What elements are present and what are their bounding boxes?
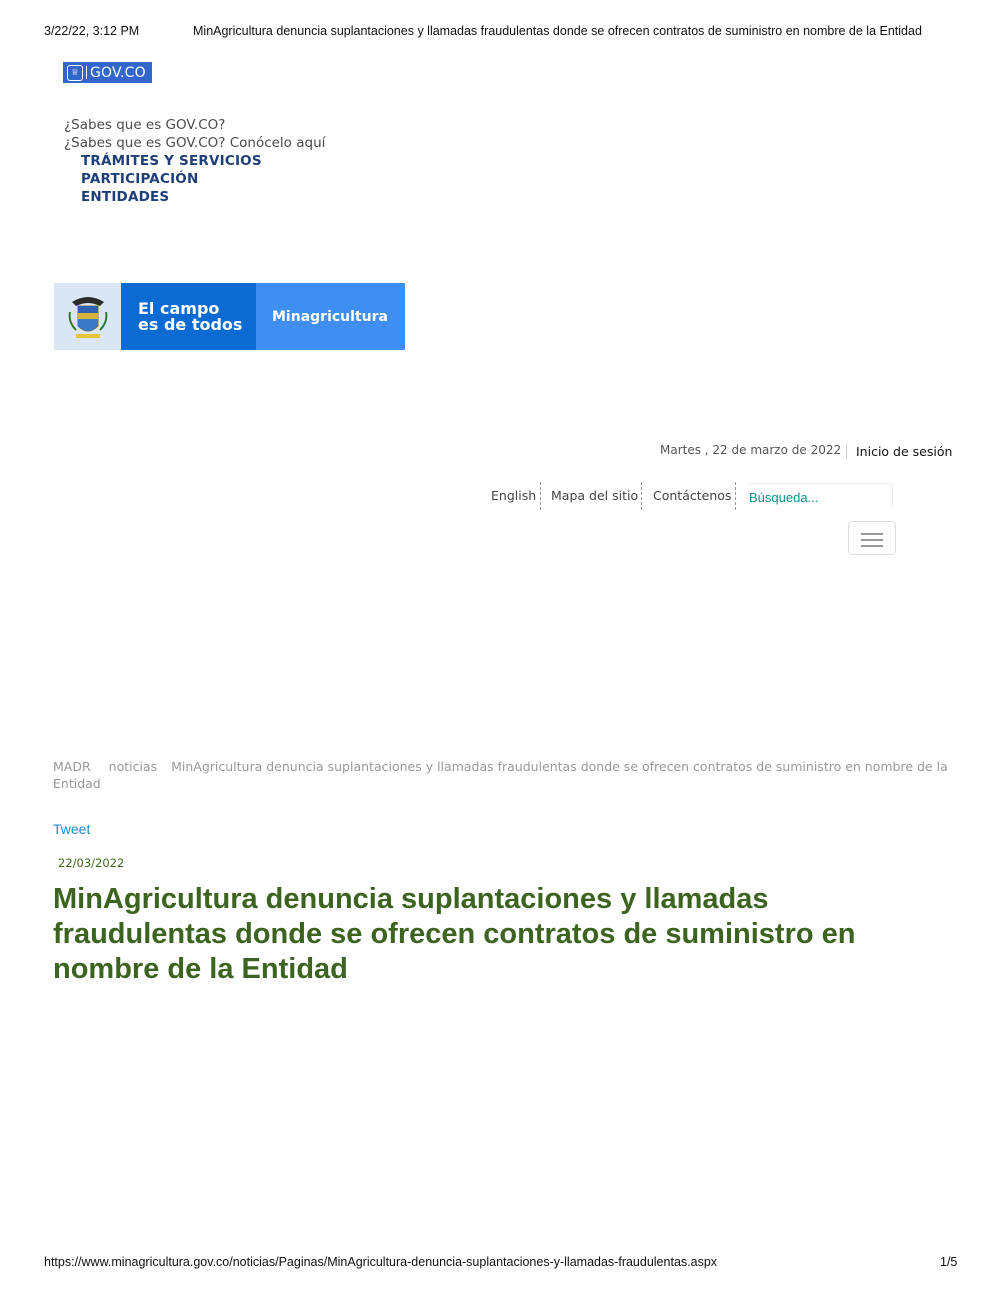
govco-logo-text: GOV.CO	[90, 64, 146, 81]
nav-participacion[interactable]: PARTICIPACIÓN	[81, 171, 199, 187]
breadcrumb-item-noticias[interactable]: noticias	[108, 759, 158, 774]
menu-toggle-button[interactable]	[848, 521, 896, 555]
date-login-divider	[846, 444, 847, 459]
ministry-banner[interactable]	[54, 283, 405, 350]
sitemap-link[interactable]: Mapa del sitio	[551, 488, 639, 503]
publication-date: 22/03/2022	[58, 856, 125, 870]
contact-link[interactable]: Contáctenos	[653, 488, 732, 503]
breadcrumb-item-current: MinAgricultura denuncia suplantaciones y llamadas fraudulentas donde se ofrecen contratos de suministro en nombre de la Entidad	[53, 759, 948, 791]
link-divider	[540, 482, 541, 510]
print-page-title: MinAgricultura denuncia suplantaciones y llamadas fraudulentas donde se ofrecen contratos de suministro en nombre de la Entidad	[193, 24, 922, 38]
breadcrumb-item-madr[interactable]: MADR	[53, 759, 91, 774]
print-page-url: https://www.minagricultura.gov.co/noticias/Paginas/MinAgricultura-denuncia-suplantaciones-y-llamadas-fraudulentas.aspx	[44, 1255, 718, 1269]
print-page-number: 1/5	[940, 1255, 958, 1269]
slogan-line-2: es de todos	[138, 315, 243, 334]
link-divider	[735, 482, 736, 510]
nav-tramites-y-servicios[interactable]: TRÁMITES Y SERVICIOS	[81, 153, 262, 169]
minagricultura-label: Minagricultura	[256, 283, 405, 350]
slogan-line-1: El campo	[138, 299, 220, 318]
sabes-govco-link[interactable]: ¿Sabes que es GOV.CO? Conócelo aquí	[64, 135, 326, 151]
logo-divider	[86, 66, 87, 79]
govco-logo[interactable]	[63, 62, 152, 83]
colombia-coat-of-arms-icon	[54, 283, 121, 350]
login-link[interactable]: Inicio de sesión	[856, 444, 953, 459]
print-datetime: 3/22/22, 3:12 PM	[44, 24, 140, 38]
search-input[interactable]: Búsqueda...	[747, 483, 893, 509]
campo-es-de-todos-slogan	[121, 283, 256, 350]
breadcrumb	[53, 758, 953, 792]
tweet-button[interactable]: Tweet	[53, 821, 91, 837]
sabes-govco-text: ¿Sabes que es GOV.CO?	[64, 117, 226, 133]
colombia-seal-icon: ♕	[67, 65, 83, 81]
current-date: Martes , 22 de marzo de 2022	[660, 443, 842, 457]
english-link[interactable]: English	[491, 488, 537, 503]
article-headline: MinAgricultura denuncia suplantaciones y llamadas fraudulentas donde se ofrecen contratos de suministro en nombre de la Entidad	[53, 883, 856, 985]
link-divider	[641, 482, 642, 510]
nav-entidades[interactable]: ENTIDADES	[81, 189, 170, 205]
